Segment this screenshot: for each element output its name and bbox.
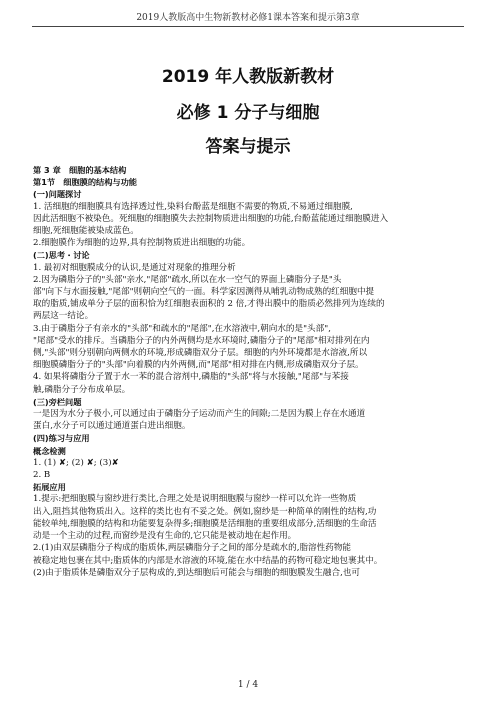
text-line: 细胞,死细胞能被染成蓝色。 bbox=[33, 226, 139, 237]
text-line: 部"向下与水面接触,"尾部"则朝向空气的一面。科学家因测得从哺乳动物成熟的红细胞中提 bbox=[33, 287, 375, 298]
text-line: 两层这一结论。 bbox=[33, 311, 94, 322]
page-header: 2019人教版高中生物新教材必修1课本答案和提示第3章 bbox=[136, 13, 360, 23]
text-line: 4. 如果将磷脂分子置于水一苯的混合溶剂中,磷脂的"头部"将与水接触,"尾部"与苯接 bbox=[33, 372, 349, 383]
text-line: 动是一个主动的过程,而窗纱是没有生命的,它只能是被动地在起作用。 bbox=[33, 531, 297, 542]
text-line: 3.由于磷脂分子有亲水的"头部"和疏水的"尾部",在水溶液中,朝向水的是"头部", bbox=[33, 323, 331, 334]
document-body bbox=[33, 164, 466, 579]
header-divider bbox=[32, 26, 464, 27]
section-heading: 拓展应用 bbox=[33, 482, 66, 493]
section-heading: (二)思考・讨论 bbox=[33, 250, 90, 261]
text-line: 因此活细胞不被染色。死细胞的细胞膜失去控制物质进出细胞的功能,台酚蓝能通过细胞膜进入 bbox=[33, 213, 389, 224]
text-line: (2)由于脂质体是磷脂双分子层构成的,到达细胞后可能会与细胞的细胞膜发生融合,也可 bbox=[33, 567, 361, 578]
page-number: 1 / 4 bbox=[237, 680, 259, 690]
text-line: 2.(1)由双层磷脂分子构成的脂质体,两层磷脂分子之间的部分是疏水的,脂溶性药物能 bbox=[33, 543, 352, 554]
text-line: 侧,"头部"则分别朝向两侧水的环境,形成磷脂双分子层。细胞的内外环境都是水溶液,所以 bbox=[33, 348, 368, 359]
section-heading: 概念检测 bbox=[33, 445, 66, 456]
section-heading: 第1节 细胞膜的结构与功能 bbox=[33, 177, 137, 188]
text-line: 1. 活细胞的细胞膜具有选择透过性,染料台酚蓝是细胞不需要的物质,不易通过细胞膜, bbox=[33, 201, 353, 212]
text-line: 1. (1) ✘; (2) ✘; (3)✘ bbox=[33, 457, 119, 468]
text-line: 被稳定地包裹在其中;脂质体的内部是水溶液的环境,能在水中结晶的药物可稳定地包裹其中。 bbox=[33, 555, 383, 566]
section-heading: 第 3 章 细胞的基本结构 bbox=[33, 165, 127, 175]
text-line: 一是因为水分子极小,可以通过由于磷脂分子运动而产生的间隙;二是因为膜上存在水通道 bbox=[33, 409, 366, 420]
section-heading: (四)练习与应用 bbox=[33, 433, 90, 444]
doc-title: 2019 年人教版新教材 bbox=[161, 67, 335, 87]
text-line: 2.细胞膜作为细胞的边界,具有控制物质进出细胞的功能。 bbox=[33, 238, 251, 249]
text-line: 2.因为磷脂分子的"头部"亲水,"尾部"疏水,所以在水一空气的界面上磷脂分子是"头 bbox=[33, 274, 342, 285]
text-line: 取的脂质,铺成单分子层的面积恰为红细胞表面积的 2 倍,才得出膜中的脂质必然排列为连续的 bbox=[33, 299, 385, 310]
text-line: 出入,阻挡其他物质出入。这样的类比也有不妥之处。例如,窗纱是一种简单的刚性的结构,功 bbox=[33, 506, 377, 517]
section-heading: (三)旁栏问题 bbox=[33, 396, 82, 407]
text-line: 蛋白,水分子可以通过通道蛋白进出细胞。 bbox=[33, 421, 191, 432]
text-line: "尾部"受水的排斥。当磷脂分子的内外两侧均是水环境时,磷脂分子的"尾部"相对排列在内 bbox=[33, 335, 370, 346]
text-line: 细胞膜磷脂分子的"头部"向着膜的内外两侧,而"尾部"相对排在内侧,形成磷脂双分子层。 bbox=[33, 360, 364, 371]
text-line: 2. B bbox=[33, 470, 51, 481]
text-line: 能较单纯,细胞膜的结构和功能要复杂得多;细胞膜是活细胞的重要组成部分,活细胞的生命活 bbox=[33, 518, 377, 529]
text-line: 1.提示:把细胞膜与窗纱进行类比,合理之处是说明细胞膜与窗纱一样可以允许一些物质 bbox=[33, 494, 357, 505]
doc-subtitle: 必修 1 分子与细胞 bbox=[176, 103, 320, 123]
section-heading: (一)问题探讨 bbox=[33, 189, 82, 200]
text-line: 1. 最初对细胞膜成分的认识,是通过对现象的推理分析 bbox=[33, 262, 236, 273]
doc-heading: 答案与提示 bbox=[205, 137, 291, 157]
text-line: 触,磷脂分子分布成单层。 bbox=[33, 384, 131, 395]
